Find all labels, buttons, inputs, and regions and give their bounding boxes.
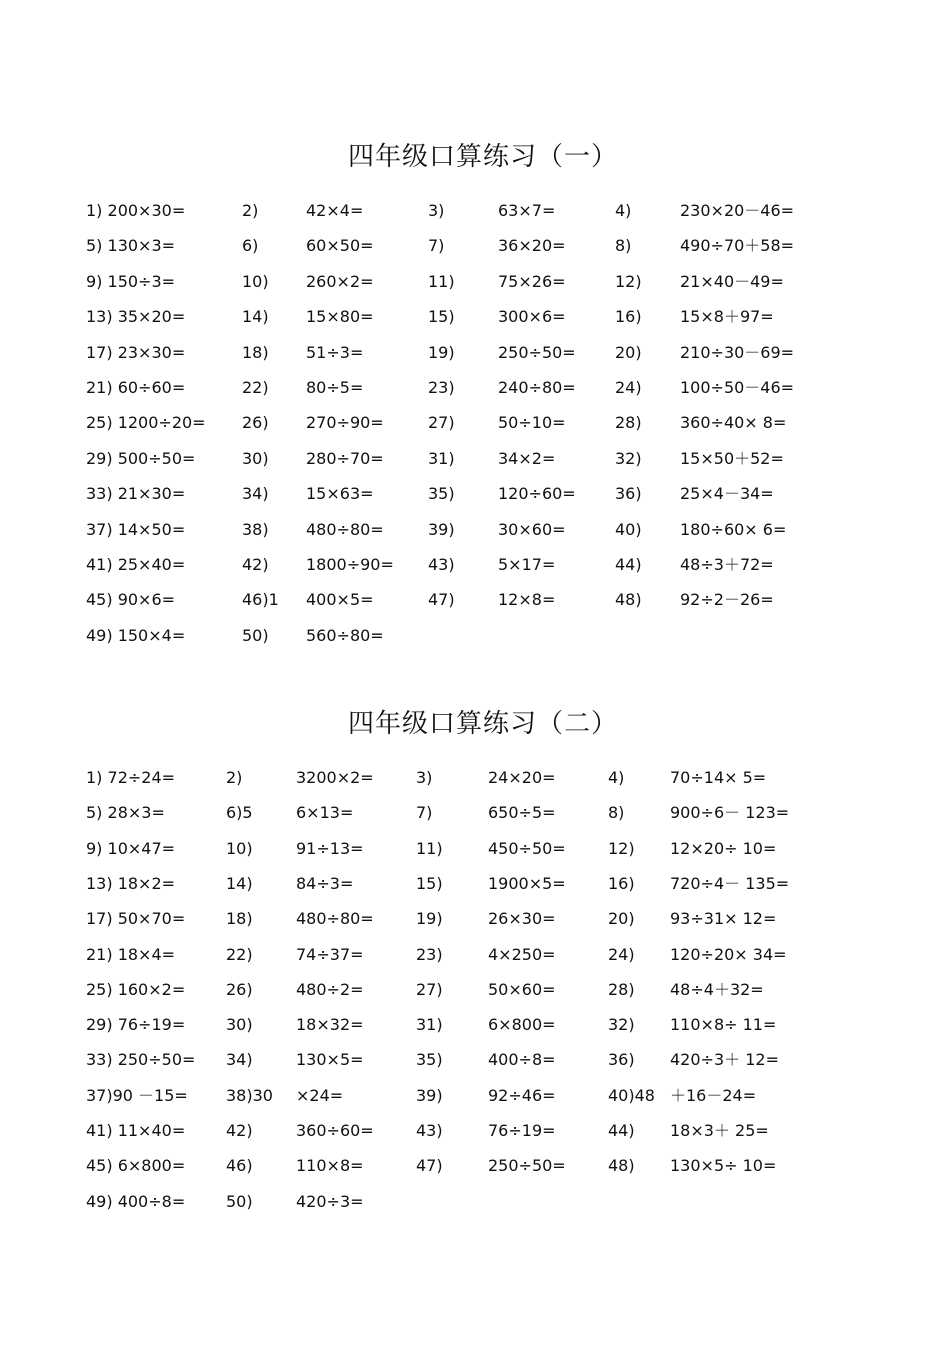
exercise-number: 27) bbox=[428, 413, 455, 433]
exercise-problem: 9) 10×47= bbox=[86, 838, 176, 858]
exercise-problem: ＋16－24= bbox=[670, 1085, 757, 1105]
exercise-number: 31) bbox=[416, 1015, 443, 1035]
exercise-problem: 21) 18×4= bbox=[86, 944, 176, 964]
exercise-problem: 240÷80= bbox=[498, 378, 576, 397]
exercise-number: 14) bbox=[226, 873, 253, 893]
exercise-problem: 480÷80= bbox=[306, 519, 384, 539]
exercise-number: 18) bbox=[226, 909, 253, 929]
exercise-number: 20) bbox=[615, 342, 642, 362]
exercise-number: 26) bbox=[226, 979, 253, 999]
exercise-row bbox=[0, 448, 950, 470]
exercise-number: 48) bbox=[608, 1156, 635, 1176]
exercise-problem: 13) 35×20= bbox=[86, 307, 186, 327]
exercise-problem: 63×7= bbox=[498, 201, 556, 220]
exercise-problem: 29) 76÷19= bbox=[86, 1015, 186, 1035]
exercise-problem: 900÷6－ 123= bbox=[670, 803, 790, 823]
exercise-number: 28) bbox=[615, 413, 642, 433]
exercise-problem: 25) 1200÷20= bbox=[86, 413, 206, 433]
exercise-row bbox=[0, 979, 950, 1001]
exercise-number: 16) bbox=[615, 307, 642, 327]
exercise-number: 47) bbox=[416, 1156, 443, 1176]
exercise-problem: 110×8÷ 11= bbox=[670, 1015, 777, 1035]
worksheet-title-2: 四年级口算练习（二） bbox=[347, 709, 618, 739]
exercise-problem: 15×63= bbox=[306, 484, 374, 504]
exercise-row bbox=[0, 235, 950, 257]
exercise-row bbox=[0, 1085, 950, 1107]
exercise-problem: 1900×5= bbox=[488, 873, 566, 893]
exercise-number: 8) bbox=[608, 803, 625, 823]
exercise-problem: 80÷5= bbox=[306, 378, 364, 397]
exercise-row bbox=[0, 1014, 950, 1036]
exercise-row bbox=[0, 519, 950, 541]
exercise-problem: 5×17= bbox=[498, 555, 556, 574]
exercise-number: 32) bbox=[608, 1015, 635, 1035]
exercise-problem: 84÷3= bbox=[296, 873, 354, 893]
exercise-problem: 480÷2= bbox=[296, 979, 364, 999]
exercise-row bbox=[0, 1191, 950, 1213]
exercise-problem: 37)90 －15= bbox=[86, 1085, 188, 1105]
exercise-problem: 300×6= bbox=[498, 307, 566, 327]
exercise-problem: 60×50= bbox=[306, 236, 374, 256]
exercise-row bbox=[0, 342, 950, 364]
exercise-number: 50) bbox=[226, 1191, 253, 1211]
exercise-problem: 5) 130×3= bbox=[86, 236, 176, 256]
exercise-problem: 48÷3＋72= bbox=[680, 555, 774, 574]
exercise-number: 28) bbox=[608, 979, 635, 999]
exercise-problem: 560÷80= bbox=[306, 625, 384, 645]
exercise-row bbox=[0, 554, 950, 576]
exercise-number: 8) bbox=[615, 236, 632, 256]
exercise-problem: 51÷3= bbox=[306, 342, 364, 362]
exercise-problem: 29) 500÷50= bbox=[86, 448, 196, 468]
exercise-number: 43) bbox=[416, 1121, 443, 1140]
exercise-problem: 18×3＋ 25= bbox=[670, 1121, 769, 1140]
exercise-problem: 3200×2= bbox=[296, 768, 374, 787]
exercise-row bbox=[0, 412, 950, 434]
exercise-number: 11) bbox=[428, 271, 455, 291]
exercise-problem: 15×50＋52= bbox=[680, 448, 784, 468]
exercise-problem: 1) 72÷24= bbox=[86, 768, 176, 787]
exercise-problem: 76÷19= bbox=[488, 1121, 556, 1140]
exercise-problem: 6×13= bbox=[296, 803, 354, 823]
exercise-problem: 18×32= bbox=[296, 1015, 364, 1035]
exercise-problem: 9) 150÷3= bbox=[86, 271, 176, 291]
exercise-row bbox=[0, 271, 950, 293]
exercise-number: 27) bbox=[416, 979, 443, 999]
exercise-problem: 250÷50= bbox=[498, 342, 576, 362]
exercise-number: 12) bbox=[608, 838, 635, 858]
exercise-problem: 120÷60= bbox=[498, 484, 576, 504]
exercise-number: 12) bbox=[615, 271, 642, 291]
exercise-number: 7) bbox=[428, 236, 445, 256]
exercise-problem: 93÷31× 12= bbox=[670, 909, 777, 929]
exercise-problem: 210÷30－69= bbox=[680, 342, 795, 362]
exercise-problem: 49) 400÷8= bbox=[86, 1191, 186, 1211]
exercise-number: 15) bbox=[416, 873, 443, 893]
exercise-problem: 720÷4－ 135= bbox=[670, 873, 790, 893]
exercise-problem: 21) 60÷60= bbox=[86, 378, 186, 397]
exercise-problem: 100÷50－46= bbox=[680, 378, 795, 397]
exercise-problem: 25×4－34= bbox=[680, 484, 774, 504]
exercise-row bbox=[0, 1049, 950, 1071]
exercise-number: 7) bbox=[416, 803, 433, 823]
exercise-row bbox=[0, 625, 950, 647]
exercise-problem: 42×4= bbox=[306, 201, 364, 220]
exercise-problem: 15×80= bbox=[306, 307, 374, 327]
exercise-row bbox=[0, 944, 950, 966]
exercise-problem: 400×5= bbox=[306, 590, 374, 610]
exercise-problem: 41) 25×40= bbox=[86, 555, 186, 574]
exercise-problem: 5) 28×3= bbox=[86, 803, 165, 823]
exercise-problem: 230×20－46= bbox=[680, 201, 795, 220]
exercise-problem: 480÷80= bbox=[296, 909, 374, 929]
exercise-number: 19) bbox=[416, 909, 443, 929]
exercise-problem: 50÷10= bbox=[498, 413, 566, 433]
exercise-number: 26) bbox=[242, 413, 269, 433]
exercise-problem: 1) 200×30= bbox=[86, 201, 186, 220]
exercise-number: 39) bbox=[428, 519, 455, 539]
exercise-number: 31) bbox=[428, 448, 455, 468]
exercise-row bbox=[0, 767, 950, 789]
exercise-problem: 15×8＋97= bbox=[680, 307, 774, 327]
exercise-problem: ×24= bbox=[296, 1085, 344, 1105]
exercise-problem: 75×26= bbox=[498, 271, 566, 291]
exercise-row bbox=[0, 908, 950, 930]
exercise-problem: 70÷14× 5= bbox=[670, 768, 767, 787]
exercise-number: 10) bbox=[242, 271, 269, 291]
exercise-number: 23) bbox=[428, 378, 455, 397]
exercise-problem: 48÷4＋32= bbox=[670, 979, 764, 999]
exercise-problem: 92÷46= bbox=[488, 1085, 556, 1105]
exercise-problem: 420÷3＋ 12= bbox=[670, 1050, 779, 1070]
exercise-problem: 36×20= bbox=[498, 236, 566, 256]
exercise-row bbox=[0, 589, 950, 611]
exercise-problem: 13) 18×2= bbox=[86, 873, 176, 893]
exercise-number: 3) bbox=[428, 201, 445, 220]
exercise-number: 46) bbox=[226, 1156, 253, 1176]
exercise-number: 15) bbox=[428, 307, 455, 327]
exercise-problem: 420÷3= bbox=[296, 1191, 364, 1211]
exercise-problem: 6×800= bbox=[488, 1015, 556, 1035]
exercise-number: 39) bbox=[416, 1085, 443, 1105]
exercise-problem: 450÷50= bbox=[488, 838, 566, 858]
exercise-number: 42) bbox=[226, 1121, 253, 1140]
exercise-problem: 33) 21×30= bbox=[86, 484, 186, 504]
exercise-number: 3) bbox=[416, 768, 433, 787]
exercise-number: 34) bbox=[226, 1050, 253, 1070]
exercise-number: 18) bbox=[242, 342, 269, 362]
exercise-number: 44) bbox=[608, 1121, 635, 1140]
exercise-problem: 650÷5= bbox=[488, 803, 556, 823]
exercise-number: 22) bbox=[226, 944, 253, 964]
exercise-problem: 21×40－49= bbox=[680, 271, 784, 291]
exercise-problem: 91÷13= bbox=[296, 838, 364, 858]
exercise-row bbox=[0, 200, 950, 222]
exercise-problem: 50×60= bbox=[488, 979, 556, 999]
exercise-row bbox=[0, 483, 950, 505]
exercise-number: 10) bbox=[226, 838, 253, 858]
exercise-problem: 1800÷90= bbox=[306, 555, 394, 574]
exercise-row bbox=[0, 838, 950, 860]
exercise-number: 6)5 bbox=[226, 803, 253, 823]
exercise-problem: 260×2= bbox=[306, 271, 374, 291]
exercise-number: 23) bbox=[416, 944, 443, 964]
exercise-number: 36) bbox=[608, 1050, 635, 1070]
exercise-problem: 360÷40× 8= bbox=[680, 413, 787, 433]
exercise-problem: 34×2= bbox=[498, 448, 556, 468]
exercise-problem: 360÷60= bbox=[296, 1121, 374, 1140]
exercise-row bbox=[0, 377, 950, 399]
exercise-problem: 30×60= bbox=[498, 519, 566, 539]
exercise-number: 43) bbox=[428, 555, 455, 574]
exercise-row bbox=[0, 802, 950, 824]
exercise-problem: 280÷70= bbox=[306, 448, 384, 468]
worksheet-title-1: 四年级口算练习（一） bbox=[347, 142, 618, 172]
exercise-row bbox=[0, 1120, 950, 1142]
exercise-number: 35) bbox=[416, 1050, 443, 1070]
exercise-number: 34) bbox=[242, 484, 269, 504]
exercise-problem: 24×20= bbox=[488, 768, 556, 787]
exercise-row bbox=[0, 873, 950, 895]
exercise-problem: 270÷90= bbox=[306, 413, 384, 433]
exercise-number: 50) bbox=[242, 625, 269, 645]
exercise-problem: 120÷20× 34= bbox=[670, 944, 787, 964]
exercise-number: 20) bbox=[608, 909, 635, 929]
exercise-problem: 45) 90×6= bbox=[86, 590, 176, 610]
exercise-number: 22) bbox=[242, 378, 269, 397]
exercise-row bbox=[0, 1155, 950, 1177]
exercise-problem: 74÷37= bbox=[296, 944, 364, 964]
exercise-problem: 180÷60× 6= bbox=[680, 519, 787, 539]
exercise-problem: 45) 6×800= bbox=[86, 1156, 186, 1176]
exercise-number: 35) bbox=[428, 484, 455, 504]
exercise-number: 38) bbox=[242, 519, 269, 539]
exercise-number: 36) bbox=[615, 484, 642, 504]
exercise-number: 14) bbox=[242, 307, 269, 327]
exercise-number: 42) bbox=[242, 555, 269, 574]
exercise-number: 2) bbox=[242, 201, 259, 220]
exercise-problem: 130×5= bbox=[296, 1050, 364, 1070]
exercise-number: 46)1 bbox=[242, 590, 279, 610]
exercise-number: 32) bbox=[615, 448, 642, 468]
exercise-problem: 12×20÷ 10= bbox=[670, 838, 777, 858]
exercise-number: 30) bbox=[242, 448, 269, 468]
exercise-row bbox=[0, 306, 950, 328]
exercise-number: 6) bbox=[242, 236, 259, 256]
exercise-number: 44) bbox=[615, 555, 642, 574]
exercise-problem: 41) 11×40= bbox=[86, 1121, 186, 1140]
exercise-problem: 110×8= bbox=[296, 1156, 364, 1176]
exercise-problem: 130×5÷ 10= bbox=[670, 1156, 777, 1176]
exercise-number: 24) bbox=[608, 944, 635, 964]
exercise-number: 38)30 bbox=[226, 1085, 273, 1105]
exercise-number: 40)48 bbox=[608, 1085, 655, 1105]
exercise-number: 16) bbox=[608, 873, 635, 893]
exercise-problem: 33) 250÷50= bbox=[86, 1050, 196, 1070]
exercise-problem: 92÷2－26= bbox=[680, 590, 774, 610]
exercise-number: 19) bbox=[428, 342, 455, 362]
exercise-problem: 37) 14×50= bbox=[86, 519, 186, 539]
exercise-number: 48) bbox=[615, 590, 642, 610]
exercise-number: 30) bbox=[226, 1015, 253, 1035]
exercise-problem: 17) 23×30= bbox=[86, 342, 186, 362]
exercise-number: 2) bbox=[226, 768, 243, 787]
exercise-number: 47) bbox=[428, 590, 455, 610]
exercise-problem: 4×250= bbox=[488, 944, 556, 964]
exercise-number: 11) bbox=[416, 838, 443, 858]
exercise-problem: 400÷8= bbox=[488, 1050, 556, 1070]
exercise-problem: 17) 50×70= bbox=[86, 909, 186, 929]
exercise-number: 4) bbox=[608, 768, 625, 787]
exercise-problem: 49) 150×4= bbox=[86, 625, 186, 645]
exercise-number: 24) bbox=[615, 378, 642, 397]
exercise-problem: 12×8= bbox=[498, 590, 556, 610]
exercise-problem: 25) 160×2= bbox=[86, 979, 186, 999]
exercise-number: 40) bbox=[615, 519, 642, 539]
exercise-problem: 250÷50= bbox=[488, 1156, 566, 1176]
exercise-problem: 490÷70＋58= bbox=[680, 236, 795, 256]
exercise-problem: 26×30= bbox=[488, 909, 556, 929]
exercise-number: 4) bbox=[615, 201, 632, 220]
